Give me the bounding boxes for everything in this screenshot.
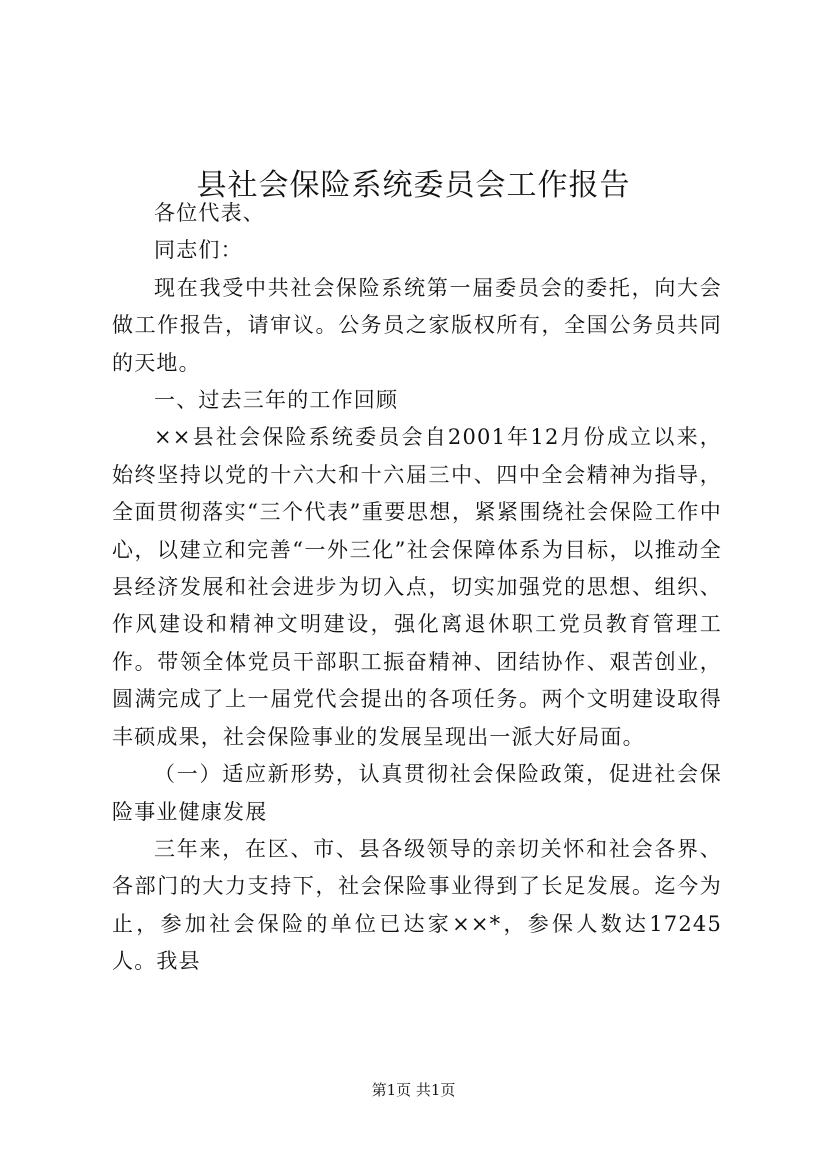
document-title: 县社会保险系统委员会工作报告 xyxy=(196,168,631,204)
salutation-line: 同志们： xyxy=(154,238,243,263)
subsection-heading: （一）适应新形势，认真贯彻社会保险政策，促进社会保险事业健康发展 xyxy=(112,762,722,824)
body-paragraph: 现在我受中共社会保险系统第一届委员会的委托，向大会做工作报告，请审议。公务员之家版权所有，全国公务员共同的天地。 xyxy=(112,275,722,375)
page-footer: 第1页 共1页 xyxy=(371,1081,456,1099)
section-heading: 一、过去三年的工作回顾 xyxy=(154,388,399,413)
body-paragraph: 三年来，在区、市、县各级领导的亲切关怀和社会各界、各部门的大力支持下，社会保险事业得到了长足发展。迄今为止，参加社会保险的单位已达家××*，参保人数达17245人。我县 xyxy=(112,836,722,974)
salutation-line: 各位代表、 xyxy=(154,201,265,225)
document-body xyxy=(112,195,722,981)
body-paragraph: ××县社会保险系统委员会自2001年12月份成立以来，始终坚持以党的十六大和十六届三中、四中全会精神为指导，全面贯彻落实“三个代表”重要思想，紧紧围绕社会保险工作中心，以建立和完善“一外三化”社会保障体系为目标，以推动全县经济发展和社会进步为切入点，切实加强党的思想、组织、作风建设和精神文明建设，强化离退休职工党员教育管理工作。带领全体党员干部职工振奋精神、团结协作、艰苦创业，圆满完成了上一届党代会提出的各项任务。两个文明建设取得丰硕成果，社会保险事业的发展呈现出一派大好局面。 xyxy=(112,425,722,749)
